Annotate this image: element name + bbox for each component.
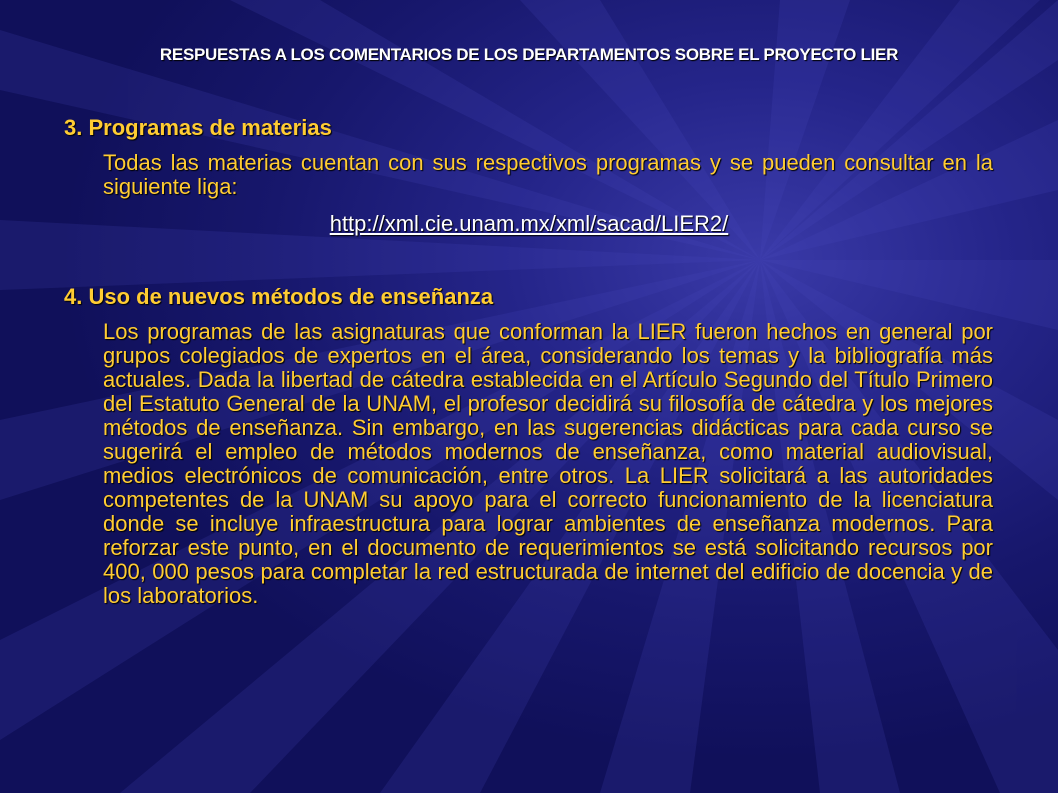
slide-title: RESPUESTAS A LOS COMENTARIOS DE LOS DEPARTAMENTOS SOBRE EL PROYECTO LIER: [159, 45, 899, 64]
section-3-text: Todas las materias cuentan con sus respectivos programas y se pueden consultar en la siguiente liga:: [103, 150, 993, 199]
section-3-heading: 3. Programas de materias: [64, 115, 332, 140]
section-4-text: Los programas de las asignaturas que conforman la LIER fueron hechos en general por grupos colegiados de expertos en el área, considerando los temas y la bibliografía más actuales. Dada la libertad de cátedra establecida en el Artículo Segundo del Título Primero del Estatuto General de la UNAM, el profesor decidirá su filosofía de cátedra y los mejores métodos de enseñanza. Sin embargo, en las sugerencias didácticas para cada curso se sugerirá el empleo de métodos modernos de enseñanza, como material audiovisual, medios electrónicos de comunicación, entre otros. La LIER solicitará a las autoridades competentes de la UNAM su apoyo para el correcto funcionamiento de la licenciatura donde se incluye infraestructura para lograr ambientes de enseñanza modernos. Para reforzar este punto, en el documento de requerimientos se está solicitando recursos por 400, 000 pesos para completar la red estructurada de internet del edificio de docencia y de los laboratorios.: [103, 319, 993, 608]
section-3-link-row: [0, 211, 1058, 237]
section-4-heading: 4. Uso de nuevos métodos de enseñanza: [64, 284, 494, 309]
programs-link[interactable]: http://xml.cie.unam.mx/xml/sacad/LIER2/: [329, 211, 729, 236]
